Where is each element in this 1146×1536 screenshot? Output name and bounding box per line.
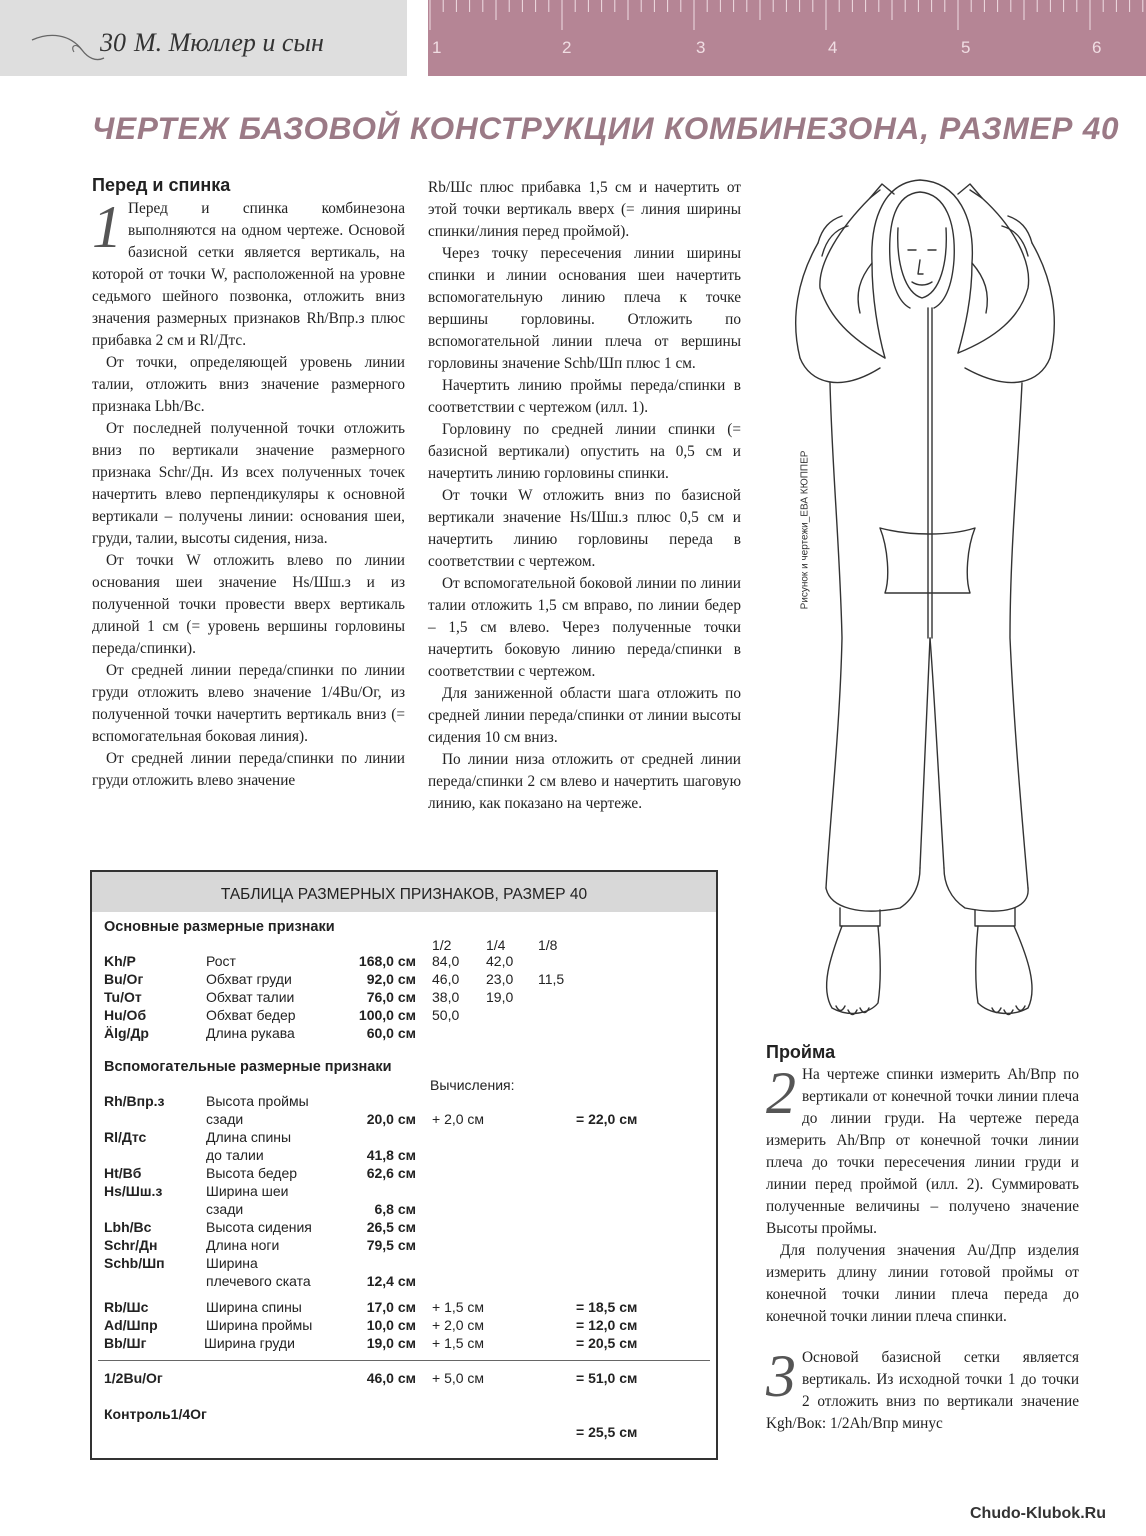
row-result: = 51,0 см <box>576 1370 638 1386</box>
row-quarter: 19,0 <box>486 989 514 1005</box>
row-name: Ширина спины <box>206 1299 302 1315</box>
row-value: 6,8 см <box>374 1201 416 1217</box>
row-half: 38,0 <box>432 989 460 1005</box>
control-label: Контроль1/4Oг <box>104 1406 207 1422</box>
row-code: Rl/Дтс <box>104 1129 147 1145</box>
row-code: Kh/P <box>104 953 136 969</box>
site-watermark: Chudo-Klubok.Ru <box>970 1505 1106 1522</box>
row-add: + 2,0 см <box>432 1111 485 1127</box>
row-code: 1/2Bu/Oг <box>104 1370 163 1386</box>
table-title: ТАБЛИЦА РАЗМЕРНЫХ ПРИЗНАКОВ, РАЗМЕР 40 <box>220 886 588 903</box>
row-name: Длина рукава <box>206 1025 295 1041</box>
row-add: + 2,0 см <box>432 1317 485 1333</box>
row-code: Älg/Др <box>104 1025 149 1041</box>
section-heading: Пройма <box>766 1042 836 1062</box>
fraction-header: 1/4 <box>486 937 506 953</box>
row-name: Длина спины <box>206 1129 292 1145</box>
running-header <box>100 28 324 58</box>
illustration-credit <box>795 410 815 650</box>
row-name: Рост <box>206 953 236 969</box>
paragraph-text: На чертеже спинки измерить Ah/Впр по вертикали от конечной точки линии плеча до линии груди. На чертеже переда измерить Ah/Впр от конечной точки линии плеча до точки пересечения линии груди и линии перед проймой (илл. 2). Суммировать полученные величины – получено значение Высоты проймы. <box>766 1066 1079 1237</box>
fraction-header: 1/8 <box>538 937 558 953</box>
publisher-name: М. Мюллер и сын <box>134 28 324 57</box>
text-column-1 <box>92 194 405 792</box>
row-name-line2: плечевого ската <box>206 1273 311 1289</box>
paragraph: Rb/Шс плюс прибавка 1,5 см и начертить от этой точки вертикаль вверх (= линия ширины спинки/линия перед проймой). <box>428 179 741 240</box>
row-code: Schb/Шп <box>104 1255 165 1271</box>
row-value: 41,8 см <box>366 1147 416 1163</box>
paragraph: Для получения значения Au/Дпр изделия измерить длину линии готовой проймы от конечной точки линии плеча переда до конечной точки линии плеча спинки. <box>766 1242 1079 1325</box>
row-value: 92,0 см <box>366 971 416 987</box>
paragraph: От средней линии переда/спинки по линии груди отложить влево значение <box>92 750 405 789</box>
row-code: Rb/Шс <box>104 1299 149 1315</box>
row-name: Ширина <box>206 1255 258 1271</box>
row-result: = 25,5 см <box>576 1424 638 1440</box>
decorative-swirl-icon <box>30 28 105 68</box>
ruler-ticks-icon <box>428 0 1146 76</box>
row-half: 84,0 <box>432 953 460 969</box>
paragraph: От точки, определяющей уровень линии талии, отложить вниз значение размерного признака Lbh/Вс. <box>92 354 405 415</box>
row-add: + 1,5 см <box>432 1335 485 1351</box>
dropcap: 3 <box>766 1343 796 1409</box>
row-name-line2: до талии <box>206 1147 264 1163</box>
ruler-label: 3 <box>696 38 706 57</box>
table-divider <box>98 1360 710 1361</box>
row-result: = 18,5 см <box>576 1299 638 1315</box>
row-code: Bb/Шг <box>104 1335 147 1351</box>
row-result: = 20,5 см <box>576 1335 638 1351</box>
paragraph: От вспомогательной боковой линии по линии талии отложить 1,5 см вправо, по линии бедер – 1,5 см влево. Через полученные точки начертить боковую линию переда/спинки в соответствии с чертежом. <box>428 575 741 680</box>
row-value: 62,6 см <box>366 1165 416 1181</box>
row-value: 10,0 см <box>366 1317 416 1333</box>
row-add: + 5,0 см <box>432 1370 485 1386</box>
paragraph: От точки W отложить влево по линии основания шеи значение Hs/Шш.з и из полученной точки провести вверх вертикаль длиной 1 см (= уровень вершины горловины переда/спинки). <box>92 552 405 657</box>
row-value: 19,0 см <box>366 1335 416 1351</box>
paragraph: Через точку пересечения линии ширины спинки и линии основания шеи начертить вспомогательную линию плеча к точке вершины горловины. Отложить по вспомогательной линии плеча от вершины горловины значение Schb/Шп плюс 1 см. <box>428 245 741 372</box>
row-code: Bu/Oг <box>104 971 144 987</box>
row-value: 20,0 см <box>366 1111 416 1127</box>
row-code: Hu/Oб <box>104 1007 147 1023</box>
ruler-label: 5 <box>961 38 971 57</box>
dropcap: 1 <box>92 194 122 260</box>
row-name-line2: сзади <box>206 1111 244 1127</box>
page-number: 30 <box>100 28 126 57</box>
size-table <box>90 870 718 1460</box>
row-value: 79,5 см <box>366 1237 416 1253</box>
paragraph <box>766 1060 1079 1240</box>
row-value: 100,0 см <box>358 1007 416 1023</box>
row-half: 46,0 <box>432 971 460 987</box>
row-name: Обхват груди <box>206 971 292 987</box>
row-value: 168,0 см <box>358 953 416 969</box>
row-name-line2: сзади <box>206 1201 244 1217</box>
row-code: Ht/Вб <box>104 1165 142 1181</box>
text-column-3 <box>766 1060 1079 1328</box>
row-quarter: 42,0 <box>486 953 514 969</box>
row-quarter: 23,0 <box>486 971 514 987</box>
row-value: 46,0 см <box>366 1370 416 1386</box>
row-add: + 1,5 см <box>432 1299 485 1315</box>
row-result: = 12,0 см <box>576 1317 638 1333</box>
row-result: = 22,0 см <box>576 1111 638 1127</box>
row-code: Tu/Oт <box>104 989 142 1005</box>
row-name: Обхват талии <box>206 989 295 1005</box>
table-main-heading: Основные размерные признаки <box>104 919 335 935</box>
row-half: 50,0 <box>432 1007 460 1023</box>
ruler-label: 1 <box>432 38 442 57</box>
calc-label: Вычисления: <box>430 1077 515 1093</box>
credit-text: Рисунок и чертежи_ЕВА КЮППЕР <box>799 450 811 610</box>
paragraph: От последней полученной точки отложить вниз по вертикали значение размерного признака Schr/Дн. Из всех полученных точек начертить влево перпендикуляры к основной вертикали – получены линии: основания шеи, груди, талии, высоты сидения, низа. <box>92 420 405 547</box>
row-value: 12,4 см <box>366 1273 416 1289</box>
row-name: Высота бедер <box>206 1165 298 1181</box>
row-name: Ширина проймы <box>206 1317 313 1333</box>
paragraph: Начертить линию проймы переда/спинки в соответствии с чертежом (илл. 1). <box>428 377 741 416</box>
paragraph <box>766 1343 1079 1435</box>
paragraph: По линии низа отложить от средней линии переда/спинки 2 см влево и начертить шаговую линию, как показано на чертеже. <box>428 751 741 812</box>
fraction-header: 1/2 <box>432 937 452 953</box>
paragraph: Для заниженной области шага отложить по средней линии переда/спинки от линии высоты сидения 10 см вниз. <box>428 685 741 746</box>
ruler-label: 6 <box>1092 38 1102 57</box>
row-name: Длина ноги <box>206 1237 280 1253</box>
paragraph: От средней линии переда/спинки по линии груди отложить влево значение 1/4Bu/Ог, из полученной точки начертить вертикаль вниз (= вспомогательная боковая линия). <box>92 662 405 745</box>
row-eighth: 11,5 <box>538 971 565 987</box>
row-code: Rh/Впр.з <box>104 1093 165 1109</box>
dropcap: 2 <box>766 1060 796 1126</box>
ruler-band <box>428 0 1146 76</box>
row-code: Lbh/Вс <box>104 1219 152 1235</box>
row-code: Ad/Шпр <box>104 1317 158 1333</box>
row-value: 76,0 см <box>366 989 416 1005</box>
row-name: Высота сидения <box>206 1219 312 1235</box>
paragraph <box>92 194 405 352</box>
row-name: Ширина шеи <box>206 1183 289 1199</box>
text-column-4 <box>766 1343 1079 1435</box>
row-value: 60,0 см <box>366 1025 416 1041</box>
row-code: Hs/Шш.з <box>104 1183 163 1199</box>
row-value: 17,0 см <box>366 1299 416 1315</box>
row-name: Ширина груди <box>204 1335 295 1351</box>
section-heading: Перед и спинка <box>92 175 231 195</box>
paragraph: Горловину по средней линии спинки (= базисной вертикали) опустить на 0,5 см и начертить линию горловины спинки. <box>428 421 741 482</box>
ruler-label: 4 <box>828 38 838 57</box>
paragraph: От точки W отложить вниз по базисной вертикали значение Hs/Шш.з плюс 0,5 см и начертить линию горловины переда в соответствии с чертежом. <box>428 487 741 570</box>
row-value: 26,5 см <box>366 1219 416 1235</box>
table-aux-heading: Вспомогательные размерные признаки <box>104 1059 392 1075</box>
ruler-label: 2 <box>562 38 572 57</box>
page-title: ЧЕРТЕЖ БАЗОВОЙ КОНСТРУКЦИИ КОМБИНЕЗОНА, РАЗМЕР 40 <box>92 110 1120 146</box>
text-column-2 <box>428 177 741 815</box>
paragraph-text: Перед и спинка комбинезона выполняются на одном чертеже. Основой базисной сетки является вертикаль, на которой от точки W, расположенной на уровне седьмого шейного позвонка, отложить вниз значения размерных признаков Rh/Впр.з плюс прибавка 2 см и Rl/Дтс. <box>92 200 405 349</box>
row-name: Высота проймы <box>206 1093 309 1109</box>
row-name: Обхват бедер <box>206 1007 296 1023</box>
paragraph-text: Основой базисной сетки является вертикаль. Из исходной точки 1 до точки 2 отложить вниз по вертикали значение Kgh/Вок: 1/2Ah/Впр минус <box>766 1349 1079 1432</box>
row-code: Schr/Дн <box>104 1237 158 1253</box>
